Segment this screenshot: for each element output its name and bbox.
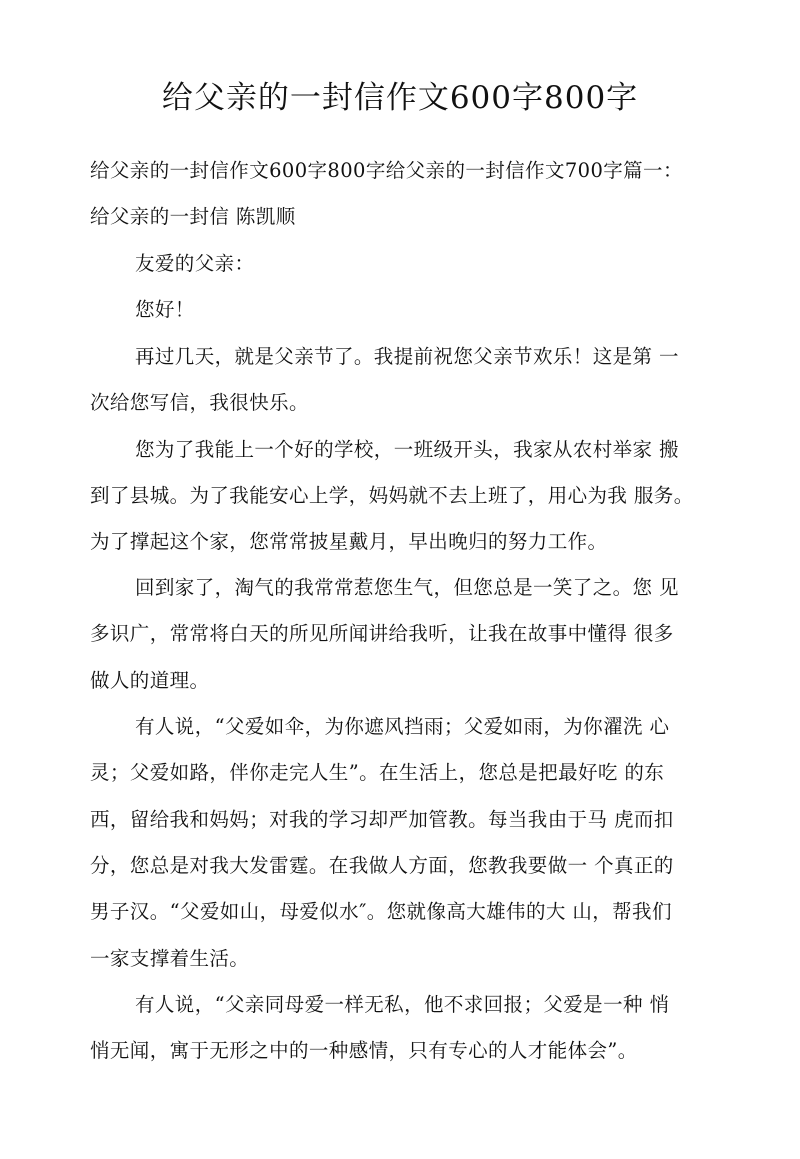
paragraph-line: 西，留给我和妈妈；对我的学习却严加管教。每当我由于马 虎而扣: [90, 808, 674, 831]
greeting: 您好！: [135, 298, 195, 321]
paragraph-line: 男子汉。“父爱如山，母爱似水″。您就像高大雄伟的大 山，帮我们: [90, 900, 672, 923]
paragraph-line: 为了撑起这个家，您常常披星戴月，早出晚归的努力工作。: [90, 530, 608, 553]
document-title: 给父亲的一封信作文600字800字: [161, 80, 639, 116]
paragraph-line: 分，您总是对我大发雷霆。在我做人方面，您教我要做一 个真正的: [90, 854, 674, 877]
text-line: 给父亲的一封信作文600字800字给父亲的一封信作文700字篇一：: [90, 159, 683, 182]
paragraph-line: 有人说，“父亲同母爱一样无私，他不求回报；父爱是一种 悄: [135, 993, 670, 1016]
paragraph-line: 做人的道理。: [90, 669, 210, 692]
paragraph-line: 有人说，“父爱如伞，为你遮风挡雨；父爱如雨，为你濯洗 心: [135, 715, 670, 738]
salutation: 友爱的父亲：: [135, 252, 255, 275]
paragraph-line: 多识广，常常将白天的所见所闻讲给我听，让我在故事中懂得 很多: [90, 622, 674, 645]
paragraph-line: 次给您写信，我很快乐。: [90, 391, 309, 414]
paragraph-line: 再过几天，就是父亲节了。我提前祝您父亲节欢乐！这是第 一: [135, 345, 679, 368]
paragraph-line: 您为了我能上一个好的学校，一班级开头，我家从农村举家 搬: [135, 438, 679, 461]
paragraph-line: 灵；父爱如路，伴你走完人生”。在生活上，您总是把最好吃 的东: [90, 761, 665, 784]
paragraph-line: 一家支撑着生活。: [90, 947, 250, 970]
paragraph-line: 回到家了，淘气的我常常惹您生气，但您总是一笑了之。您 见: [135, 576, 679, 599]
text-line: 给父亲的一封信 陈凯顺: [90, 205, 296, 228]
paragraph-line: 到了县城。为了我能安心上学，妈妈就不去上班了，用心为我 服务。: [90, 484, 694, 507]
paragraph-line: 悄无闻，寓于无形之中的一种感情，只有专心的人才能体会”。: [90, 1039, 638, 1062]
